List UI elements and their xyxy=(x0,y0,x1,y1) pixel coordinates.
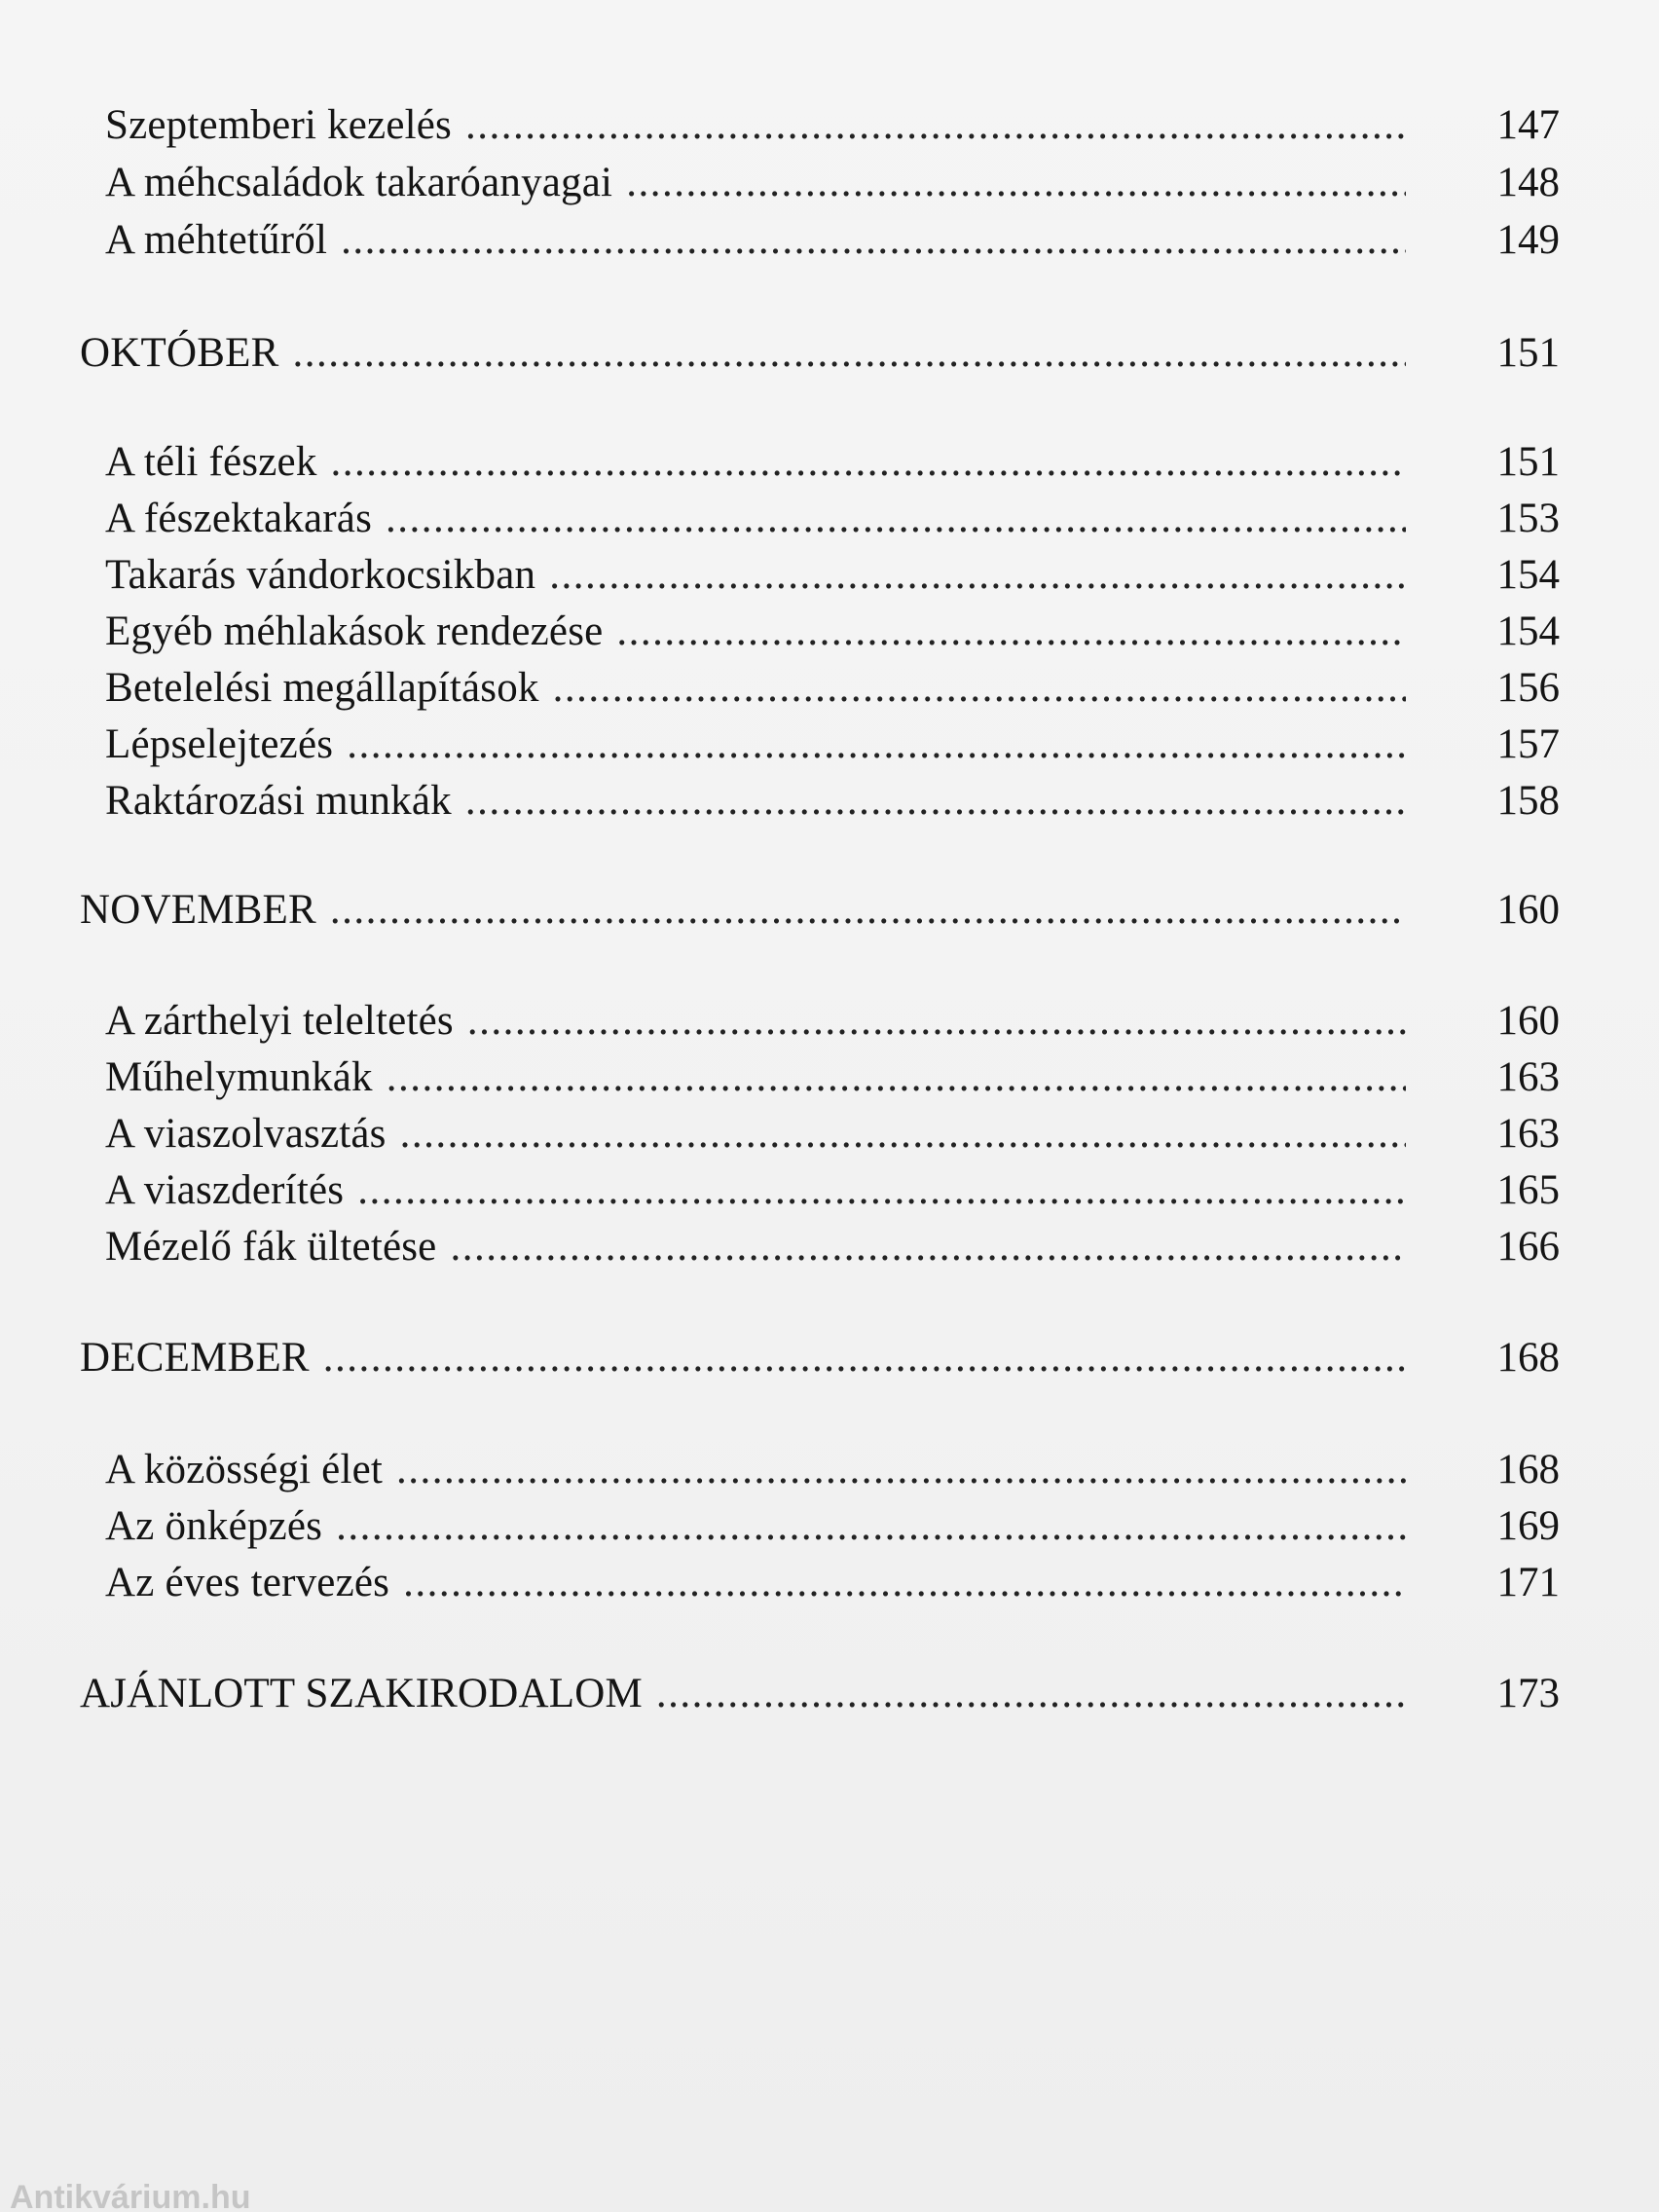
dot-leader xyxy=(386,490,1406,548)
toc-entry-page: 151 xyxy=(1496,439,1560,485)
toc-entry-title: Lépselejtezés xyxy=(105,721,334,767)
toc-chapter-title: OKTÓBER xyxy=(80,330,279,376)
toc-entry-page: 165 xyxy=(1496,1167,1560,1213)
toc-chapter-title: DECEMBER xyxy=(80,1335,310,1381)
toc-entry-page: 168 xyxy=(1496,1335,1560,1381)
toc-entry xyxy=(105,211,1560,270)
toc-entry-title: Szeptemberi kezelés xyxy=(105,102,452,148)
toc-entry-title: Raktározási munkák xyxy=(105,778,452,824)
dot-leader xyxy=(450,1218,1406,1276)
toc-entry-page: 169 xyxy=(1496,1503,1560,1549)
toc-entry-page: 153 xyxy=(1496,496,1560,541)
dot-leader xyxy=(347,716,1406,774)
dot-leader xyxy=(292,324,1406,383)
toc-entry-title: Mézelő fák ültetése xyxy=(105,1224,437,1270)
toc-entry-title: Az önképzés xyxy=(105,1503,323,1549)
toc-entry xyxy=(105,1554,1560,1612)
dot-leader xyxy=(323,1329,1406,1387)
toc-entry-page: 171 xyxy=(1496,1560,1560,1605)
toc-chapter xyxy=(80,1329,1560,1387)
dot-leader xyxy=(357,1161,1406,1220)
toc-chapter-title: NOVEMBER xyxy=(80,887,316,933)
toc-entry xyxy=(105,992,1560,1051)
dot-leader xyxy=(331,433,1406,492)
toc-entry xyxy=(105,96,1560,155)
toc-entry-title: A téli fészek xyxy=(105,439,317,485)
dot-leader xyxy=(336,1497,1406,1556)
watermark: Antikvárium.hu xyxy=(10,2183,251,2212)
toc-entry xyxy=(105,546,1560,605)
dot-leader xyxy=(387,1049,1406,1107)
toc-entry xyxy=(105,1161,1560,1220)
toc-entry xyxy=(105,716,1560,774)
dot-leader xyxy=(467,992,1406,1051)
dot-leader xyxy=(341,211,1406,270)
toc-entry-title: Az éves tervezés xyxy=(105,1560,390,1605)
toc-chapter xyxy=(80,324,1560,383)
toc-chapter xyxy=(80,881,1560,940)
toc-entry-page: 156 xyxy=(1496,665,1560,711)
toc-entry xyxy=(105,1049,1560,1107)
dot-leader xyxy=(616,603,1406,661)
toc-entry-title: A fészektakarás xyxy=(105,496,372,541)
toc-entry-page: 147 xyxy=(1496,102,1560,148)
toc-entry xyxy=(105,433,1560,492)
toc-entry-page: 160 xyxy=(1496,887,1560,933)
toc-chapter xyxy=(80,1665,1560,1723)
toc-entry xyxy=(105,603,1560,661)
dot-leader xyxy=(330,881,1406,940)
dot-leader xyxy=(553,659,1406,718)
dot-leader xyxy=(403,1554,1406,1612)
toc-entry-page: 151 xyxy=(1496,330,1560,376)
dot-leader xyxy=(465,772,1406,830)
toc-entry xyxy=(105,1105,1560,1163)
toc-entry-title: Betelelési megállapítások xyxy=(105,665,539,711)
toc-entry-page: 148 xyxy=(1496,160,1560,205)
toc-entry xyxy=(105,1497,1560,1556)
toc-entry-title: A közösségi élet xyxy=(105,1447,384,1493)
toc-entry-title: Egyéb méhlakások rendezése xyxy=(105,608,604,654)
toc-entry-page: 160 xyxy=(1496,998,1560,1044)
toc-entry-page: 168 xyxy=(1496,1447,1560,1493)
toc-entry-title: A viaszolvasztás xyxy=(105,1111,387,1157)
dot-leader xyxy=(626,154,1406,212)
toc-entry-page: 158 xyxy=(1496,778,1560,824)
toc-entry-title: Műhelymunkák xyxy=(105,1054,373,1100)
toc-chapter-title: AJÁNLOTT SZAKIRODALOM xyxy=(80,1671,643,1716)
toc-entry-title: A zárthelyi teleltetés xyxy=(105,998,454,1044)
toc-entry-page: 149 xyxy=(1496,217,1560,263)
toc-entry-page: 163 xyxy=(1496,1054,1560,1100)
dot-leader xyxy=(400,1105,1406,1163)
toc-entry xyxy=(105,1441,1560,1499)
dot-leader xyxy=(549,546,1406,605)
toc-entry xyxy=(105,659,1560,718)
toc-entry-title: A méhcsaládok takaróanyagai xyxy=(105,160,613,205)
dot-leader xyxy=(465,96,1406,155)
toc-entry-title: A méhtetűről xyxy=(105,217,328,263)
toc-entry-page: 154 xyxy=(1496,608,1560,654)
dot-leader xyxy=(656,1665,1406,1723)
toc-entry-page: 173 xyxy=(1496,1671,1560,1716)
toc-entry xyxy=(105,772,1560,830)
toc-entry xyxy=(105,1218,1560,1276)
toc-entry xyxy=(105,154,1560,212)
toc-entry-title: A viaszderítés xyxy=(105,1167,345,1213)
toc-entry-page: 157 xyxy=(1496,721,1560,767)
toc-entry-title: Takarás vándorkocsikban xyxy=(105,552,536,598)
toc-entry-page: 163 xyxy=(1496,1111,1560,1157)
toc-entry xyxy=(105,490,1560,548)
dot-leader xyxy=(396,1441,1406,1499)
toc-entry-page: 154 xyxy=(1496,552,1560,598)
toc-entry-page: 166 xyxy=(1496,1224,1560,1270)
